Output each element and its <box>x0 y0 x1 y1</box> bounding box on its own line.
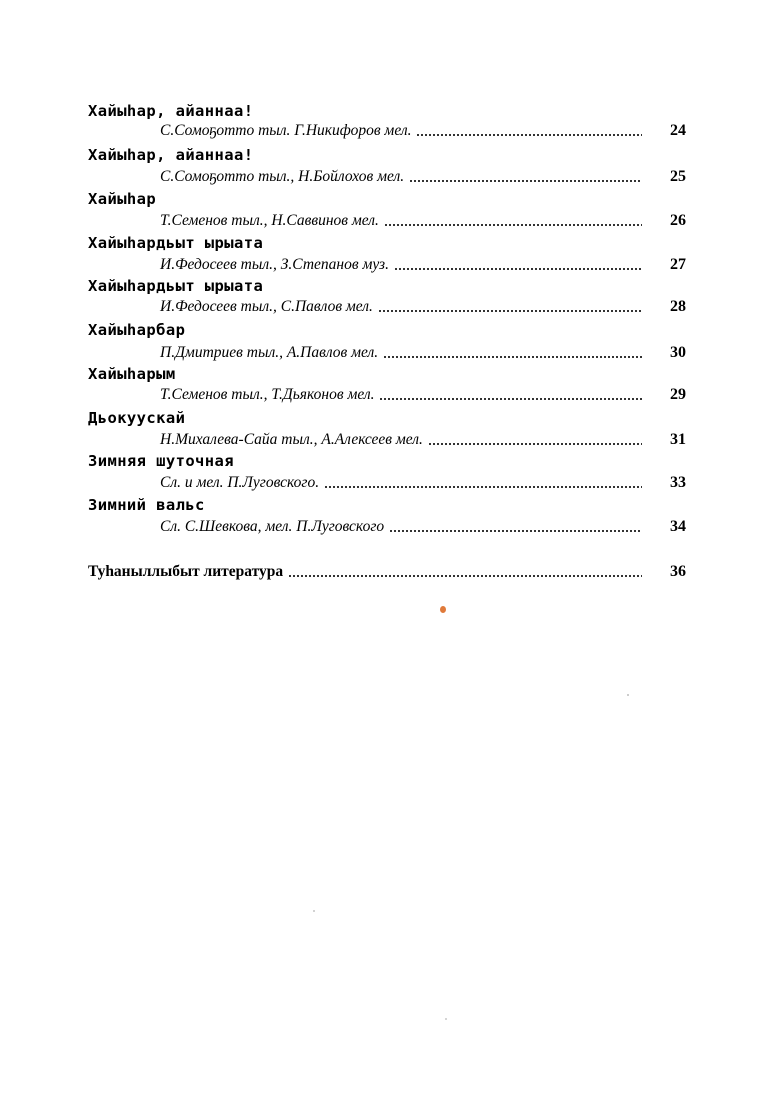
toc-entry-title: Зимняя шуточная <box>88 452 234 470</box>
toc-entry-credit-row <box>160 212 686 230</box>
toc-entry-credit-row <box>160 344 686 362</box>
dot-leader <box>428 443 642 445</box>
toc-page-number: 28 <box>670 298 686 315</box>
toc-entry-title: Хайыhардьыт ырыата <box>88 277 264 295</box>
toc-entry-credit-row <box>160 122 686 140</box>
toc-entry-title: Хайыhардьыт ырыата <box>88 234 264 252</box>
toc-page-number: 27 <box>670 256 686 273</box>
dot-leader <box>288 575 642 577</box>
toc-page-number: 29 <box>670 386 686 403</box>
dot-leader <box>324 486 642 488</box>
dot-leader <box>416 134 642 136</box>
dot-leader <box>383 356 642 358</box>
toc-entry-credit: Сл. С.Шевкова, мел. П.Луговского <box>160 518 385 535</box>
toc-entry-credit-row <box>160 386 686 404</box>
toc-page-number: 24 <box>670 122 686 139</box>
toc-page-number: 26 <box>670 212 686 229</box>
toc-page-number: 34 <box>670 518 686 535</box>
scan-speck <box>627 694 629 696</box>
toc-entry-credit: И.Федосеев тыл., С.Павлов мел. <box>160 298 373 315</box>
toc-page-number: 36 <box>670 563 686 580</box>
toc-entry-credit: Н.Михалева-Сайа тыл., А.Алексеев мел. <box>160 431 423 448</box>
toc-entry-credit-row <box>160 518 686 536</box>
toc-entry-title: Дьокуускай <box>88 409 186 427</box>
toc-entry-title: Хайыhар, айаннаа! <box>88 146 254 164</box>
scan-speck <box>440 606 446 613</box>
toc-entry-credit-row <box>160 431 686 449</box>
scan-speck <box>313 910 315 912</box>
dot-leader <box>409 180 642 182</box>
toc-page-number: 31 <box>670 431 686 448</box>
toc-entry-title: Хайыhарым <box>88 365 176 383</box>
toc-entry-credit: С.Сомоҕотто тыл., Н.Бойлохов мел. <box>160 168 405 185</box>
toc-entry-credit-row <box>160 298 686 316</box>
dot-leader <box>384 224 642 226</box>
toc-page-number: 33 <box>670 474 686 491</box>
toc-entry-credit: И.Федосеев тыл., З.Степанов муз. <box>160 256 389 273</box>
toc-entry-credit: Т.Семенов тыл., Т.Дьяконов мел. <box>160 386 375 403</box>
dot-leader <box>394 268 642 270</box>
toc-entry-title: Хайыhар <box>88 190 157 208</box>
toc-page-number: 25 <box>670 168 686 185</box>
toc-entry-credit: Т.Семенов тыл., Н.Саввинов мел. <box>160 212 379 229</box>
dot-leader <box>379 398 642 400</box>
toc-entry-credit: Сл. и мел. П.Луговского. <box>160 474 320 491</box>
toc-entry-credit: С.Сомоҕотто тыл. Г.Никифоров мел. <box>160 122 412 139</box>
toc-entry-credit-row <box>160 168 686 186</box>
dot-leader <box>378 310 642 312</box>
scan-speck <box>445 1018 447 1020</box>
toc-literature-label: Туhаныллыбыт литература <box>88 563 284 580</box>
dot-leader <box>389 530 642 532</box>
toc-literature-row <box>88 563 686 581</box>
toc-entry-credit-row <box>160 474 686 492</box>
toc-entry-title: Зимний вальс <box>88 496 205 514</box>
toc-page-number: 30 <box>670 344 686 361</box>
toc-entry-credit: П.Дмитриев тыл., А.Павлов мел. <box>160 344 379 361</box>
toc-entry-title: Хайыhар, айаннаа! <box>88 102 254 120</box>
toc-entry-credit-row <box>160 256 686 274</box>
toc-entry-title: Хайыhарбар <box>88 321 186 339</box>
